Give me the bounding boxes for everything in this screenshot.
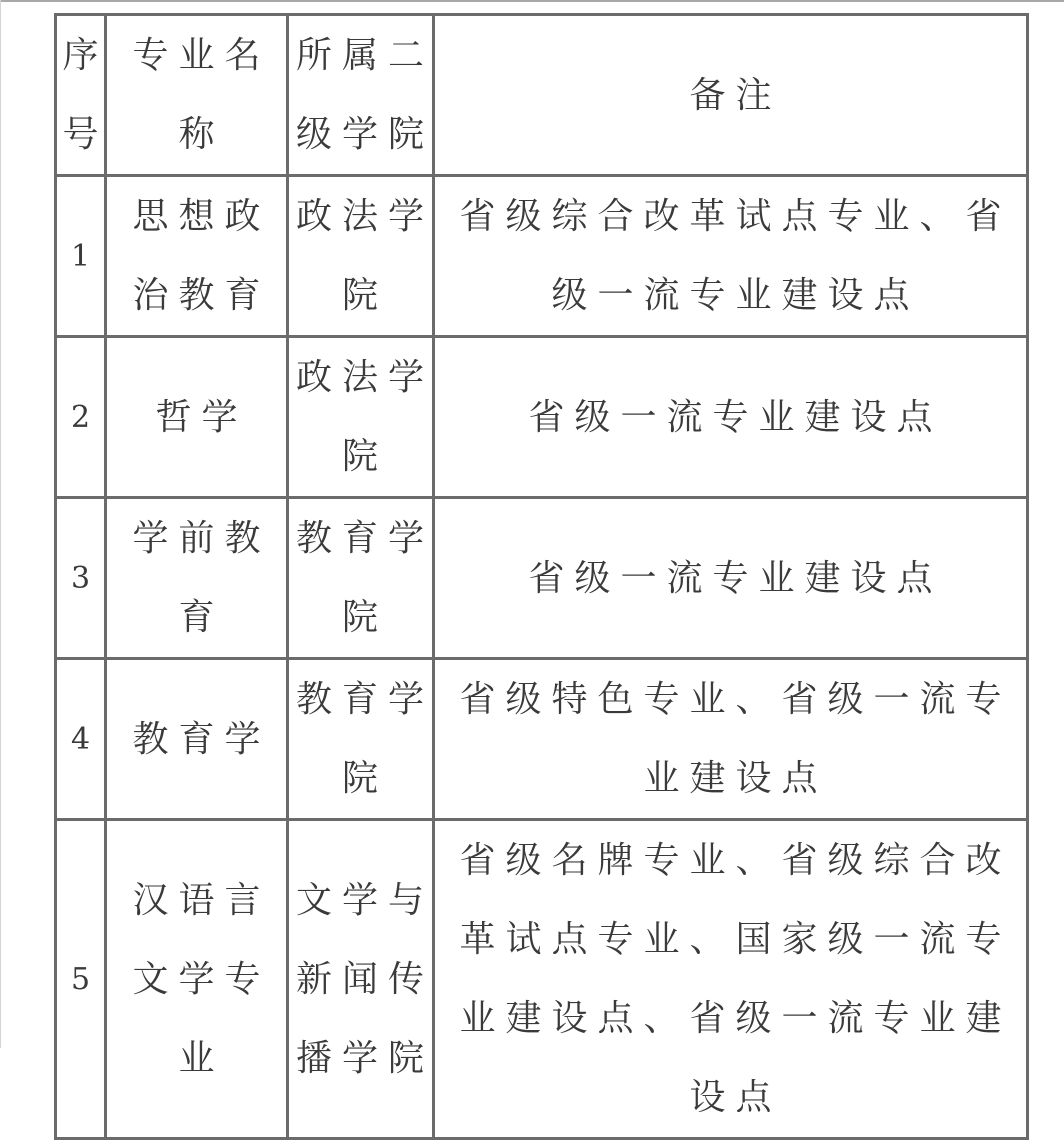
row-index-value: 1 <box>70 238 91 274</box>
table-row <box>56 498 1028 659</box>
table-row <box>56 337 1028 498</box>
header-college-label: 所属二级学院 <box>295 35 434 155</box>
row-college <box>288 337 434 498</box>
header-index <box>56 15 106 176</box>
row-major-name <box>106 659 288 820</box>
row-index <box>56 337 106 498</box>
row-notes <box>434 820 1028 1139</box>
row-notes-value: 省级一流专业建设点 <box>528 396 943 438</box>
row-college <box>288 176 434 337</box>
row-college <box>288 498 434 659</box>
row-notes-value: 省级特色专业、省级一流专业建设点 <box>459 679 1012 799</box>
row-college <box>288 659 434 820</box>
header-major-name <box>106 15 288 176</box>
row-college-value: 文学与新闻传播学院 <box>295 879 434 1079</box>
row-college-value: 政法学院 <box>295 357 434 477</box>
row-major-name-value: 哲学 <box>155 396 248 438</box>
row-index <box>56 176 106 337</box>
header-college <box>288 15 434 176</box>
row-notes <box>434 176 1028 337</box>
row-major-name <box>106 498 288 659</box>
table-row <box>56 820 1028 1139</box>
row-notes-value: 省级一流专业建设点 <box>528 557 943 599</box>
header-major-name-label: 专业名称 <box>132 35 271 155</box>
row-major-name <box>106 176 288 337</box>
row-notes <box>434 498 1028 659</box>
row-notes <box>434 659 1028 820</box>
row-index-value: 4 <box>70 721 91 757</box>
row-notes-value: 省级名牌专业、省级综合改革试点专业、国家级一流专业建设点、省级一流专业建设点 <box>459 840 1012 1118</box>
table-row <box>56 176 1028 337</box>
row-notes <box>434 337 1028 498</box>
top-edge-line <box>0 0 1064 2</box>
row-major-name <box>106 820 288 1139</box>
row-college-value: 政法学院 <box>295 196 434 316</box>
header-index-label: 序号 <box>62 35 99 155</box>
row-index-value: 3 <box>70 560 91 596</box>
majors-table <box>54 13 1029 1140</box>
row-index <box>56 659 106 820</box>
header-notes <box>434 15 1028 176</box>
row-major-name-value: 学前教育 <box>132 518 271 638</box>
row-index-value: 5 <box>70 961 91 997</box>
row-major-name <box>106 337 288 498</box>
row-college <box>288 820 434 1139</box>
row-college-value: 教育学院 <box>295 518 434 638</box>
table-row <box>56 659 1028 820</box>
row-index <box>56 498 106 659</box>
row-college-value: 教育学院 <box>295 679 434 799</box>
row-index <box>56 820 106 1139</box>
header-notes-label: 备注 <box>689 74 782 116</box>
row-major-name-value: 汉语言文学专业 <box>132 879 271 1079</box>
row-notes-value: 省级综合改革试点专业、省级一流专业建设点 <box>459 196 1012 316</box>
left-edge-line <box>0 0 1 1048</box>
header-row <box>56 15 1028 176</box>
row-major-name-value: 思想政治教育 <box>132 196 271 316</box>
row-index-value: 2 <box>70 399 91 435</box>
row-major-name-value: 教育学 <box>132 718 271 760</box>
